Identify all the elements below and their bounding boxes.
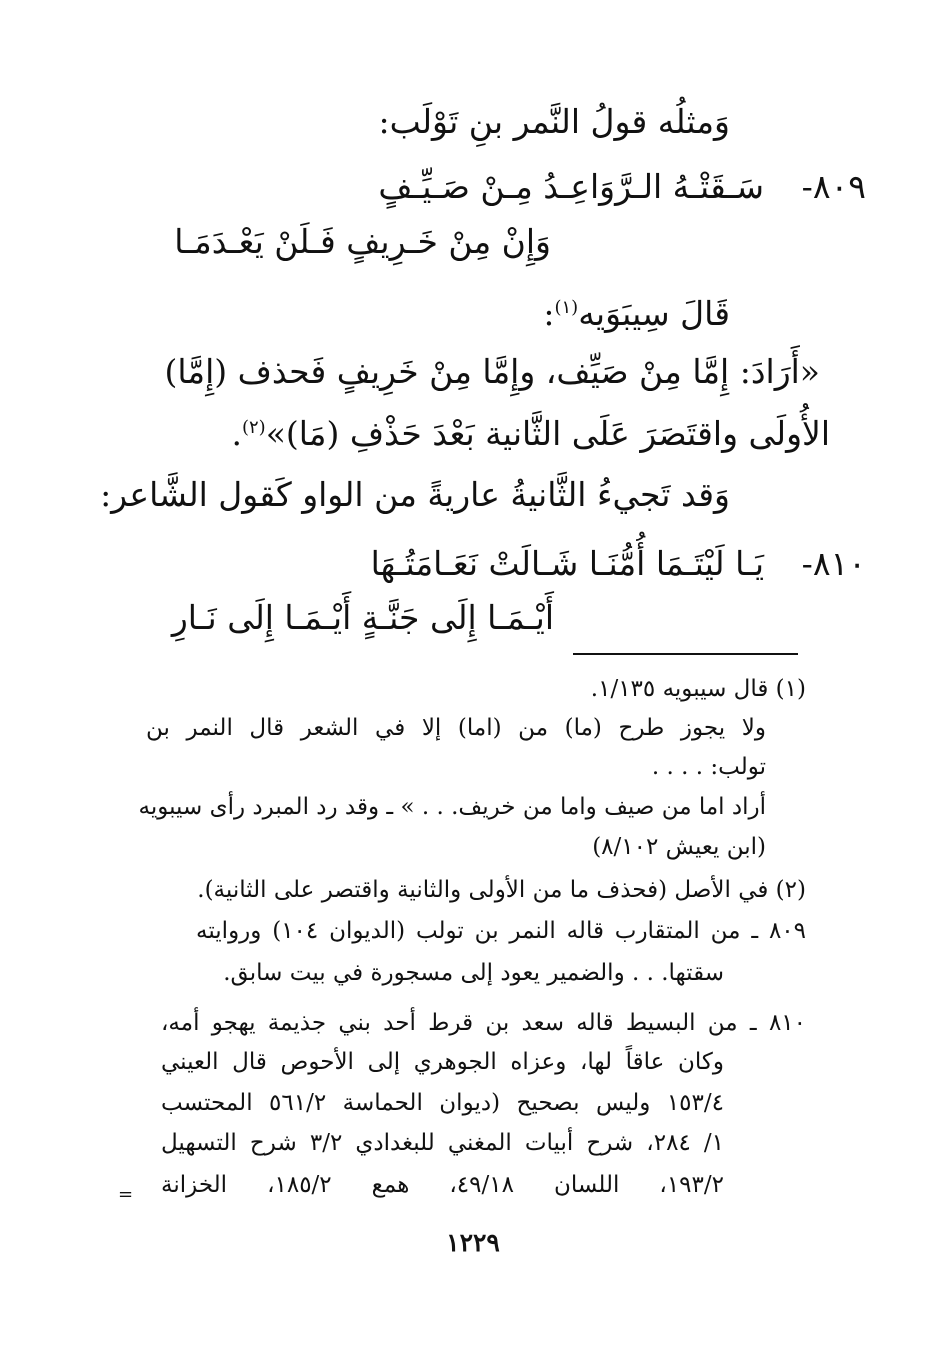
sibawayh-label: قَالَ سِيبَوَيه: [578, 294, 730, 333]
quote-line-2: الأُولَى واقتَصَرَ عَلَى الثَّانية بَعْدَ حَذْفِ (مَا)»: [265, 414, 830, 453]
note-810-line-3: ١٥٣/٤ وليس بصحيح (ديوان الحماسة ٥٦١/٢ المحتسب: [161, 1090, 724, 1116]
verse-810-hemistich-2: أَيْـمَـا إِلَى جَنَّـةٍ أَيْـمَـا إِلَى نَـارِ: [171, 598, 554, 637]
verse-809-hemistich-2: وَإِنْ مِنْ خَـرِيفٍ فَـلَنْ يَعْـدَمَـا: [174, 222, 551, 261]
statement-line: وَقد تَجيءُ الثَّانيةُ عاريةً من الواو كَقول الشَّاعر:: [100, 475, 730, 514]
quote-line-1: «أَرَادَ: إِمَّا مِنْ صَيِّف، وإِمَّا مِنْ خَرِيفٍ فَحذف (إِمَّا): [164, 352, 820, 391]
quote-end: .: [231, 414, 242, 453]
footnote-ref-1: (١): [554, 297, 579, 318]
note-810-line-1: ٨١٠ ـ من البسيط قاله سعد بن قرط أحد بني جذيمة يهجو أمه،: [161, 1010, 806, 1036]
verse-810-number: ٨١٠-: [801, 544, 866, 583]
footnote-ref-2: (٢): [241, 417, 266, 438]
page-number: ١٢٢٩: [446, 1228, 500, 1257]
verse-810-hemistich-1: يَـا لَيْتَـمَا أُمُّنَـا شَـالَتْ نَعَـامَتُـهَا: [370, 544, 764, 583]
sibawayh-colon: :: [543, 294, 555, 333]
footnote-1-line-5: (ابن يعيش ٨/١٠٢): [592, 834, 766, 860]
note-810-line-4: ١/ ٢٨٤، شرح أبيات المغني للبغدادي ٣/٢ شرح التسهيل: [161, 1130, 725, 1156]
verse-809-hemistich-1: سَـقَتْـهُ الـرَّوَاعِـدُ مِـنْ صَـيِّـفٍ: [378, 167, 764, 206]
quote-line-2-wrap: [231, 406, 830, 456]
intro-line: وَمثلُه قولُ النَّمر بنِ تَوْلَب:: [378, 102, 730, 141]
footnote-2-line-1: (٢) في الأصل (فحذف ما من الأولى والثانية واقتصر على الثانية).: [197, 877, 806, 903]
note-809-line-1: ٨٠٩ ـ من المتقارب قاله النمر بن تولب (الديوان ١٠٤) وروايته: [196, 918, 806, 944]
note-810-line-2: وكان عاقاً لها، وعزاه الجوهري إلى الأحوص قال العيني: [161, 1049, 724, 1075]
note-809-line-2: سقتها. . . والضمير يعود إلى مسجورة في بيت سابق.: [223, 960, 724, 986]
footnote-divider: [573, 653, 798, 655]
note-810-line-5: ١٩٣/٢، اللسان ٤٩/١٨، همع ١٨٥/٢، الخزانة: [161, 1172, 724, 1198]
continuation-mark: =: [118, 1184, 134, 1205]
footnote-1-line-2: ولا يجوز طرح (ما) من (اما) إلا في الشعر قال النمر بن: [146, 715, 766, 741]
footnote-1-line-3: تولب: . . . .: [651, 754, 766, 780]
footnote-1-line-1: (١) قال سيبويه ١/١٣٥.: [590, 676, 806, 702]
sibawayh-heading: [543, 286, 730, 336]
verse-809-number: ٨٠٩-: [801, 167, 866, 206]
footnote-1-line-4: أراد اما من صيف واما من خريف. . . » ـ وقد رد المبرد رأى سيبويه: [138, 794, 766, 820]
